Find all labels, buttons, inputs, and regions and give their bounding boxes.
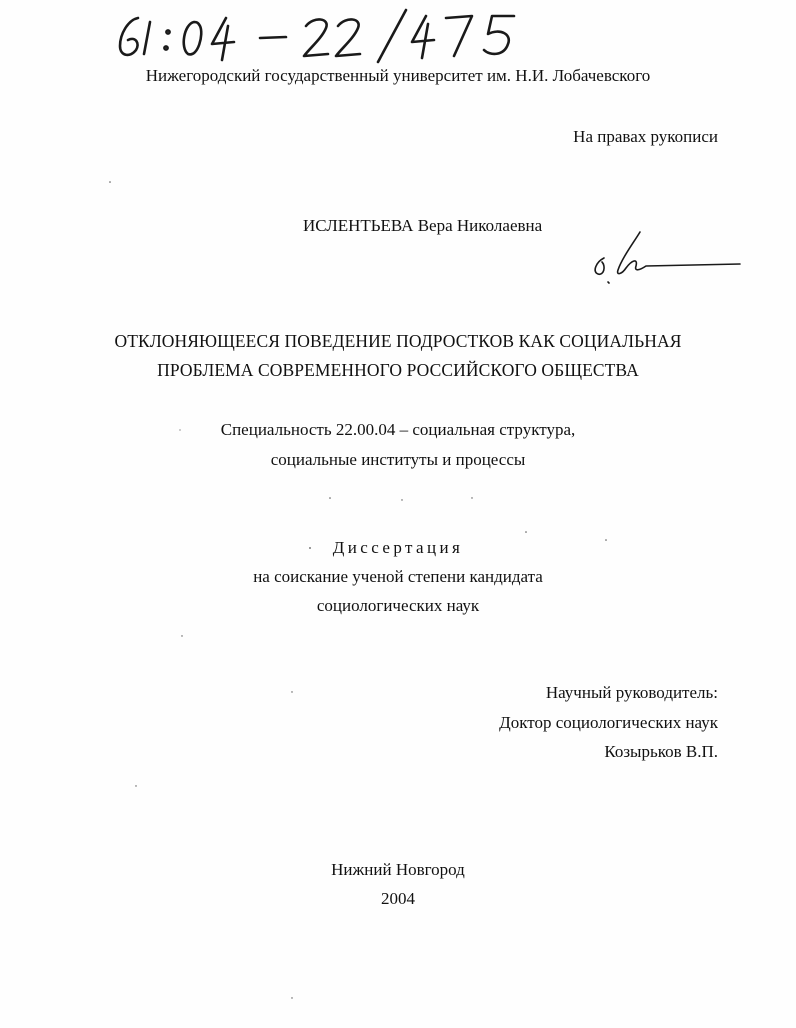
specialty-line-1: Специальность 22.00.04 – социальная структура, <box>220 420 576 439</box>
supervisor-name: Козырьков В.П. <box>604 742 718 761</box>
dissertation-heading: Диссертация <box>332 538 464 557</box>
year: 2004 <box>381 889 415 908</box>
supervisor-label: Научный руководитель: <box>545 683 718 702</box>
author-name: ИСЛЕНТЬЕВА Вера Николаевна <box>303 216 543 235</box>
degree-line-1: на соискание ученой степени кандидата <box>253 567 543 586</box>
dissertation-title-line-1: ОТКЛОНЯЮЩЕЕСЯ ПОВЕДЕНИЕ ПОДРОСТКОВ КАК СОЦИАЛЬНАЯ <box>114 331 682 351</box>
city: Нижний Новгород <box>331 860 465 879</box>
supervisor-degree: Доктор социологических наук <box>499 713 718 732</box>
dissertation-title-line-2: ПРОБЛЕМА СОВРЕМЕННОГО РОССИЙСКОГО ОБЩЕСТВА <box>157 360 639 380</box>
degree-line-2: социологических наук <box>316 596 480 615</box>
specialty-line-2: социальные институты и процессы <box>270 450 526 469</box>
university-name: Нижегородский государственный университет им. Н.И. Лобачевского <box>145 66 651 85</box>
manuscript-rights-note: На правах рукописи <box>573 127 718 146</box>
